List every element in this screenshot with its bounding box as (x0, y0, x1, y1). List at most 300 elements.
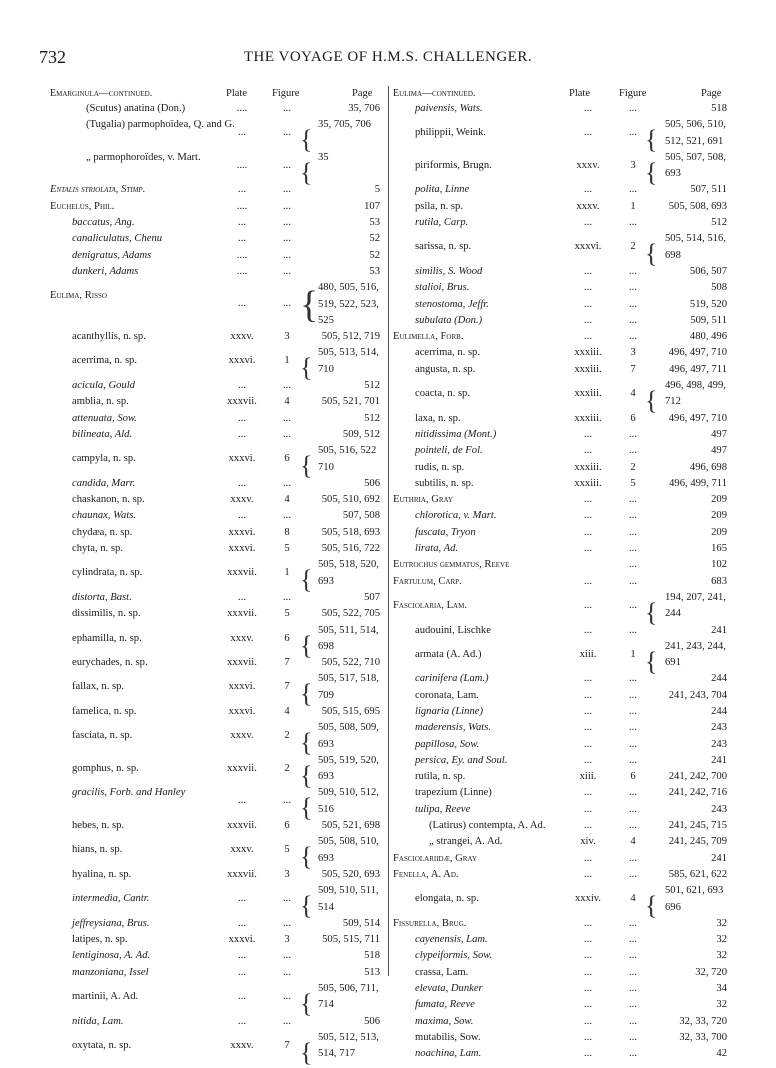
index-entry (50, 427, 383, 443)
entry-name: noachina, Lam. (415, 1048, 482, 1060)
index-entry (393, 492, 729, 508)
index-entry (393, 329, 729, 345)
entry-pages: 512 (364, 412, 380, 424)
entry-figure: 5 (284, 543, 290, 555)
index-entry (393, 916, 729, 932)
entry-name: Fasciolaria, Lam. (393, 599, 467, 611)
index-entry (393, 753, 729, 769)
entry-plate: ... (584, 852, 592, 864)
entry-name: lirata, Ad. (415, 543, 459, 555)
entry-figure: 8 (284, 526, 290, 538)
entry-plate: ... (584, 265, 592, 277)
entry-plate: xxxvii. (227, 396, 257, 408)
entry-pages: 32 (716, 934, 727, 946)
entry-figure: 3 (284, 868, 290, 880)
index-entry (393, 883, 729, 921)
entry-name: pointeli, de Fol. (415, 445, 483, 457)
brace-glyph: { (300, 157, 313, 187)
entry-plate: ... (584, 950, 592, 962)
entry-plate: xxxvi. (228, 543, 256, 555)
entry-name: hyalina, n. sp. (72, 868, 132, 880)
entry-name: philippii, Weink. (415, 127, 487, 139)
entry-plate: ... (584, 445, 592, 457)
entry-figure: ... (629, 673, 637, 685)
index-entry (50, 248, 383, 264)
entry-figure: ... (629, 103, 637, 114)
entry-plate: ... (584, 820, 592, 832)
entry-pages: 509, 512 (342, 428, 380, 440)
entry-plate: ... (584, 705, 592, 717)
entry-pages: 519, 520 (689, 298, 727, 310)
entry-pages: 35, 705, 706 (318, 119, 371, 131)
entry-name: subtilis, n. sp. (415, 477, 474, 489)
index-entry (393, 508, 729, 524)
entry-figure: ... (629, 445, 637, 457)
entry-name: stalioi, Brus. (415, 282, 470, 294)
entry-figure: ... (629, 428, 637, 440)
entry-pages: 32, 33, 700 (679, 1031, 727, 1043)
entry-plate: ... (584, 494, 592, 506)
entry-figure: ... (629, 314, 637, 326)
entry-name: dissimilis, n. sp. (72, 608, 141, 620)
index-entry (50, 1030, 383, 1067)
entry-pages: 505, 512, 719 (321, 331, 380, 343)
entry-plate: .... (236, 265, 248, 277)
entry-plate: ... (584, 934, 592, 946)
entry-figure: 3 (630, 347, 636, 359)
index-entry (393, 525, 729, 541)
entry-pages: 107 (364, 200, 380, 212)
entry-name: eurychades, n. sp. (72, 657, 148, 669)
entry-name: famelica, n. sp. (72, 705, 137, 717)
entry-pages: 505, 506, 510, 512, 521, 691 (665, 119, 726, 147)
index-entry (393, 851, 729, 867)
entry-pages: 518 (364, 950, 380, 962)
entry-figure: ... (283, 380, 291, 392)
index-entry (393, 557, 729, 573)
index-entry (50, 655, 383, 671)
entry-plate: xxxiii. (574, 412, 602, 424)
entry-name: audouini, Lischke (415, 624, 491, 636)
entry-figure: 4 (630, 893, 636, 905)
entry-figure: ... (283, 412, 291, 424)
index-entry (393, 345, 729, 361)
index-entry (393, 378, 729, 416)
entry-plate: ... (584, 966, 592, 978)
entry-pages: 35 (318, 151, 329, 163)
entry-pages: 244 (711, 705, 727, 717)
entry-figure: 1 (284, 567, 290, 579)
index-entry (393, 590, 729, 627)
entry-figure: ... (283, 917, 291, 929)
entry-name: denigratus, Adams (72, 249, 152, 261)
index-entry (50, 150, 383, 187)
entry-name: Euthria, Gray (393, 494, 453, 506)
entry-plate: xxxv. (230, 331, 254, 343)
index-entry (50, 981, 383, 1019)
index-entry (393, 834, 729, 850)
entry-figure: ... (629, 738, 637, 750)
index-entry (393, 231, 729, 269)
entry-pages: 244 (711, 673, 727, 685)
entry-plate: ... (238, 184, 246, 196)
index-entry (393, 362, 729, 378)
entry-name: acanthyllis, n. sp. (72, 331, 146, 343)
entry-figure: ... (283, 200, 291, 212)
brace-glyph: { (300, 728, 313, 758)
entry-plate: ... (238, 127, 246, 139)
entry-name: hians, n. sp. (72, 844, 123, 856)
entry-plate: xxxvi. (228, 934, 256, 946)
entry-figure: ... (629, 298, 637, 310)
entry-figure: ... (629, 820, 637, 832)
entry-figure: 3 (630, 159, 636, 171)
entry-name: (Latirus) contempta, A. Ad. (429, 820, 546, 832)
entry-plate: ... (584, 314, 592, 326)
entry-figure: 3 (284, 934, 290, 946)
entry-pages: 5 (374, 184, 380, 196)
index-entry (393, 1014, 729, 1030)
entry-pages: 52 (369, 233, 380, 245)
entry-pages: 241, 245, 709 (668, 836, 727, 848)
entry-plate: ... (584, 331, 592, 343)
brace-glyph: { (300, 989, 313, 1019)
entry-plate: ... (584, 787, 592, 799)
entry-pages: 32 (716, 950, 727, 962)
entry-figure: ... (629, 127, 637, 139)
entry-figure: 5 (630, 477, 636, 489)
entry-figure: ... (283, 103, 291, 114)
entry-pages: 52 (369, 249, 380, 261)
entry-pages: 508 (711, 282, 727, 294)
entry-figure: 1 (630, 200, 636, 212)
page-header-label: Page (352, 88, 373, 99)
entry-plate: xxxvi. (228, 681, 256, 693)
entry-plate: ... (584, 689, 592, 701)
entry-figure: ... (283, 298, 291, 310)
entry-plate: ... (238, 893, 246, 905)
entry-pages: 209 (711, 494, 727, 506)
entry-figure: ... (283, 184, 291, 196)
entry-pages: 505, 518, 693 (321, 526, 380, 538)
entry-name: intermedia, Cantr. (72, 893, 150, 905)
entry-plate: ... (238, 795, 246, 807)
entry-figure: 6 (284, 820, 290, 832)
entry-pages: 480, 505, 516, 519, 522, 523, 525 (318, 282, 379, 326)
entry-plate: ... (584, 803, 592, 815)
entry-name: Eutrochus gemmatus, Reeve (393, 559, 510, 571)
entry-figure: ... (283, 477, 291, 489)
index-entry (393, 264, 729, 280)
entry-figure: ... (629, 510, 637, 522)
entry-pages: 507, 511 (690, 184, 727, 196)
entry-figure: ... (629, 559, 637, 571)
entry-figure: ... (629, 1048, 637, 1060)
entry-plate: xxxvi. (228, 526, 256, 538)
entry-pages: 32 (716, 999, 727, 1011)
entry-figure: ... (629, 722, 637, 734)
index-entry (50, 867, 383, 883)
entry-pages: 505, 513, 514, 710 (318, 347, 379, 375)
index-entry (50, 231, 383, 247)
entry-pages: 209 (711, 526, 727, 538)
entry-name: gomphus, n. sp. (72, 762, 139, 774)
index-entry (393, 720, 729, 736)
entry-pages: 505, 510, 692 (321, 494, 380, 506)
entry-plate: xxxiii. (574, 388, 602, 400)
entry-figure: 6 (630, 412, 636, 424)
entry-name: chaskanon, n. sp. (72, 494, 145, 506)
index-entry (50, 199, 383, 215)
entry-figure: ... (629, 1015, 637, 1027)
entry-plate: ... (584, 754, 592, 766)
index-entry (393, 460, 729, 476)
entry-pages: 53 (369, 217, 380, 229)
entry-name: „ strangei, A. Ad. (429, 836, 503, 848)
figure-header: Figure (272, 88, 300, 99)
entry-pages: 507, 508 (342, 510, 380, 522)
entry-pages: 480, 496 (689, 331, 727, 343)
entry-plate: xxxiii. (574, 347, 602, 359)
entry-pages: 241, 243, 244, 691 (665, 640, 726, 669)
entry-figure: ... (283, 966, 291, 978)
entry-name: „ parmophoroïdes, v. Mart. (86, 151, 201, 163)
entry-plate: xxxv. (230, 844, 254, 856)
entry-pages: 241, 242, 716 (668, 787, 727, 799)
index-entry (393, 150, 729, 187)
entry-name: gracilis, Forb. and Hanley (72, 787, 186, 799)
index-entry (393, 802, 729, 818)
entry-plate: xxxvii. (227, 762, 257, 774)
entry-pages: 505, 518, 520, 693 (318, 559, 379, 587)
entry-pages: 505, 522, 710 (321, 657, 380, 669)
brace-glyph: { (300, 842, 313, 872)
brace-glyph: { (300, 679, 313, 709)
entry-plate: xiii. (579, 648, 597, 660)
index-entry (50, 345, 383, 383)
entry-plate: .... (236, 249, 248, 261)
entry-figure: 7 (284, 1039, 290, 1051)
entry-name: maderensis, Wats. (415, 722, 492, 734)
entry-name: lignaria (Linne) (415, 705, 483, 717)
entry-plate: ... (584, 510, 592, 522)
entry-figure: 2 (630, 461, 636, 473)
entry-plate: ... (584, 722, 592, 734)
entry-pages: 509, 514 (342, 917, 380, 929)
entry-plate: xiv. (580, 836, 596, 848)
index-entry (393, 117, 729, 155)
entry-plate: ... (584, 428, 592, 440)
entry-pages: 505, 517, 518, 709 (318, 673, 379, 701)
index-entry (50, 916, 383, 932)
entry-pages: 209 (711, 510, 727, 522)
index-entry (50, 280, 383, 329)
entry-pages: 243 (711, 738, 727, 750)
entry-name: persica, Ey. and Soul. (415, 754, 508, 766)
entry-plate: xxxvi. (228, 453, 256, 465)
index-entry (393, 427, 729, 443)
index-entry (50, 525, 383, 541)
index-entry (393, 541, 729, 557)
entry-pages: 585, 621, 622 (668, 868, 727, 880)
entry-plate: xxxv. (576, 159, 600, 171)
entry-plate: ... (238, 233, 246, 245)
plate-header: Plate (226, 88, 247, 99)
entry-plate: xxxvi. (228, 705, 256, 717)
entry-name: oxytata, n. sp. (72, 1039, 132, 1051)
index-entry (393, 1030, 729, 1046)
entry-pages: 505, 521, 698 (321, 820, 380, 832)
entry-plate: ... (584, 1031, 592, 1043)
entry-name: similis, S. Wood (415, 265, 483, 277)
entry-plate: ... (584, 184, 592, 196)
index-entry (393, 997, 729, 1013)
index-entry (50, 948, 383, 964)
entry-figure: ... (629, 526, 637, 538)
entry-name: papillosa, Sow. (415, 738, 480, 750)
entry-name: fasciata, n. sp. (72, 730, 133, 742)
index-entry (50, 965, 383, 981)
entry-name: amblia, n. sp. (72, 396, 129, 408)
entry-figure: 1 (284, 355, 290, 367)
entry-pages: 32, 720 (695, 966, 727, 978)
entry-plate: xxxvii. (227, 820, 257, 832)
brace-glyph: { (300, 284, 319, 327)
entry-pages: 505, 507, 508, 693 (665, 151, 726, 180)
entry-figure: 6 (284, 453, 290, 465)
entry-plate: ... (584, 738, 592, 750)
entry-plate: xxxvii. (227, 657, 257, 669)
index-entry (50, 264, 383, 280)
entry-plate: ... (238, 412, 246, 424)
entry-pages: 241, 245, 715 (668, 820, 727, 832)
entry-name: baccatus, Ang. (72, 217, 135, 229)
entry-figure: 4 (630, 388, 636, 400)
index-entry (393, 280, 729, 296)
entry-figure: ... (629, 999, 637, 1011)
entry-name: (Scutus) anatina (Don.) (86, 103, 186, 114)
entry-name: acerrima, n. sp. (415, 347, 481, 359)
entry-name: rutila, Carp. (415, 217, 469, 229)
entry-pages: 32 (716, 917, 727, 929)
entry-plate: ... (584, 624, 592, 636)
entry-figure: ... (283, 217, 291, 229)
entry-figure: ... (629, 868, 637, 880)
entry-name: dunkeri, Adams (72, 265, 139, 277)
index-entry (50, 818, 383, 834)
entry-pages: 194, 207, 241, 244 (665, 591, 726, 620)
entry-figure: ... (283, 1015, 291, 1027)
entry-name: Eulima, Risso (50, 290, 107, 302)
entry-name: nitida, Lam. (72, 1015, 124, 1027)
entry-plate: ... (584, 543, 592, 555)
entry-plate: xxxiii. (574, 461, 602, 473)
entry-name: distorta, Bast. (72, 591, 132, 603)
entry-pages: 505, 514, 516, 698 (665, 233, 726, 261)
index-entry (50, 720, 383, 758)
entry-pages: 512 (711, 217, 727, 229)
entry-figure: ... (283, 428, 291, 440)
brace-glyph: { (300, 353, 313, 383)
entry-plate: xxxv. (576, 200, 600, 212)
index-entry (50, 557, 383, 595)
entry-pages: 506 (364, 1015, 380, 1027)
entry-plate: xxxv. (230, 632, 254, 644)
entry-pages: 509, 510, 512, 516 (318, 787, 379, 815)
entry-plate: ... (584, 999, 592, 1011)
entry-pages: 505, 522, 705 (321, 608, 380, 620)
entry-figure: ... (629, 934, 637, 946)
entry-name: rudis, n. sp. (415, 461, 465, 473)
brace-glyph: { (300, 565, 313, 595)
entry-plate: xxxvii. (227, 567, 257, 579)
entry-name: chyta, n. sp. (72, 543, 123, 555)
entry-figure: ... (283, 795, 291, 807)
entry-name: ephamilla, n. sp. (72, 632, 142, 644)
entry-name: polita, Linne (415, 184, 470, 196)
entry-pages: 243 (711, 803, 727, 815)
entry-figure: ... (629, 803, 637, 815)
left-section-heading: Emarginula—continued. (50, 88, 153, 99)
entry-figure: ... (629, 599, 637, 611)
entry-plate: xxxvii. (227, 608, 257, 620)
entry-pages: 496, 499, 711 (669, 477, 727, 489)
entry-name: cayenensis, Lam. (415, 934, 488, 946)
entry-plate: ... (584, 127, 592, 139)
entry-plate: ... (238, 217, 246, 229)
entry-name: cylindrata, n. sp. (72, 567, 143, 579)
entry-name: coronata, Lam. (415, 689, 479, 701)
entry-plate: ... (238, 991, 246, 1003)
entry-name: tulipa, Reeve (415, 803, 471, 815)
entry-plate: xxxv. (230, 730, 254, 742)
entry-plate: ... (584, 1048, 592, 1060)
index-entry (50, 476, 383, 492)
entry-pages: 53 (369, 265, 380, 277)
entry-name: bilineata, Ald. (72, 428, 133, 440)
entry-plate: ... (584, 673, 592, 685)
entry-plate: ... (584, 298, 592, 310)
entry-plate: ... (584, 917, 592, 929)
entry-pages: 505, 508, 509, 693 (318, 722, 379, 750)
index-entry (50, 215, 383, 231)
page-header (0, 47, 776, 71)
entry-pages: 496, 497, 710 (668, 412, 727, 424)
entry-pages: 497 (711, 445, 727, 457)
entry-plate: xxxiii. (574, 363, 602, 375)
entry-figure: 3 (284, 331, 290, 343)
entry-figure: 2 (630, 241, 636, 253)
plate-header: Plate (569, 88, 590, 99)
entry-figure: ... (629, 787, 637, 799)
index-entry (393, 1046, 729, 1062)
entry-name: fumata, Reeve (415, 999, 476, 1011)
entry-pages: 505, 516, 722 (321, 543, 380, 555)
entry-pages: 241 (711, 852, 727, 864)
index-entry (393, 948, 729, 964)
entry-name: latipes, n. sp. (72, 934, 128, 946)
index-entry (393, 818, 729, 834)
index-entry (393, 737, 729, 753)
entry-name: maxima, Sow. (415, 1015, 474, 1027)
entry-pages: 505, 512, 513, 514, 717 (318, 1031, 379, 1060)
entry-pages: 505, 519, 520, 693 (318, 754, 379, 783)
right-column-header (393, 85, 729, 101)
entry-name: Euchelus, Phil. (50, 200, 115, 212)
entry-name: jeffreysiana, Brus. (72, 917, 150, 929)
entry-name: lentiginosa, A. Ad. (72, 950, 151, 962)
entry-figure: ... (629, 624, 637, 636)
